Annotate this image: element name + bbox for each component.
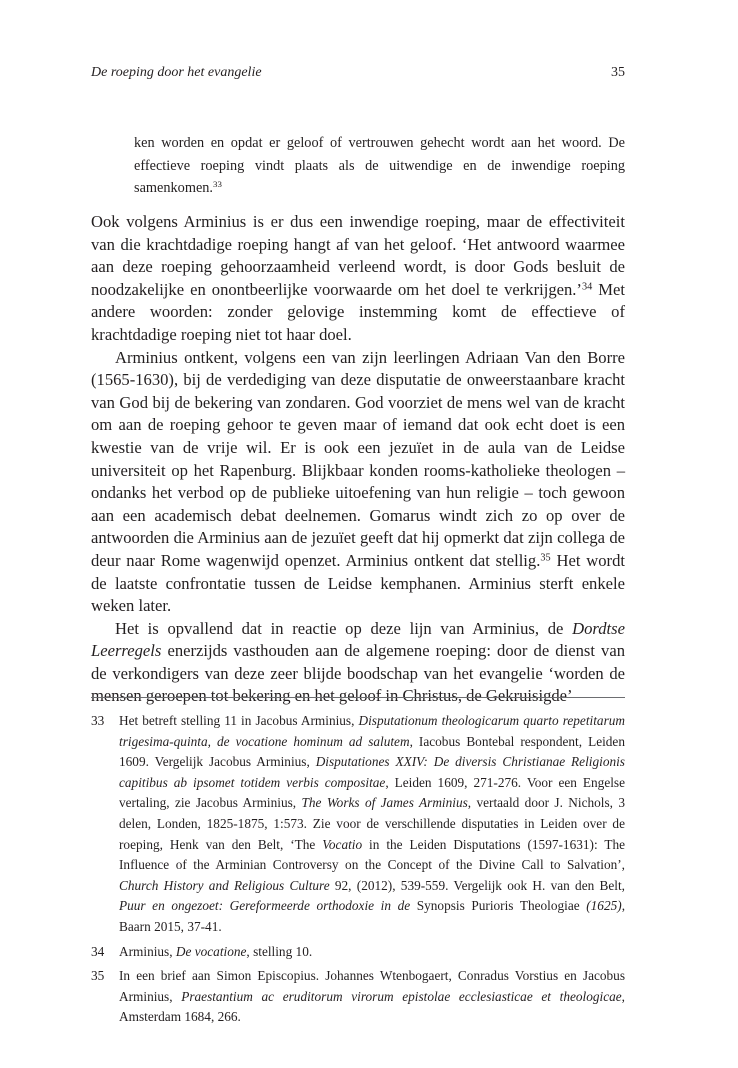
footnote-ref-35[interactable]: 35 [540,552,551,564]
footnote-title: The Works of James Arminius [301,795,468,811]
footnote-35 [91,966,625,1028]
footnote-text: , Amsterdam 1684, 266. [119,988,625,1025]
footnote-text: , vertaald door J. Nichols, 3 delen, Londen, 1825-1875, 1:573. Zie voor de verschillende disputaties in Leiden over de roeping, Henk van den Belt, ‘The [119,795,625,852]
footnote-title: Disputationes XXIV: De diversis Christianae Religionis capitibus ab ipsomet totidem verbis compositae [119,754,625,790]
footnotes [91,711,625,1032]
footnote-34 [91,942,625,963]
footnote-ref-33[interactable]: 33 [213,179,222,190]
footnote-text: Het betreft stelling 11 in Jacobus Arminius, [119,713,359,728]
footnote-title: De vocatione [175,943,247,959]
paragraph-2-text-a: Arminius ontkent, volgens een van zijn leerlingen Adriaan Van den Borre (1565-1630), bij de verdediging van deze disputatie de onweerstaanbare kracht van God bij de bekering van zondaren. God voorziet de mens wel van de kracht om aan de roeping gehoor te geven maar of iemand dat ook echt doet is een kwestie van de vrije wil. Er is ook een jezuïet in de aula van de Leidse universiteit op het Rapenburg. Blijkbaar konden rooms-katholieke theologen – ondanks het verbod op de publieke uitoefening van hun religie – toch gewoon aan een academisch debat deelnemen. Gomarus windt zich zo op over de antwoorden die Arminius aan de jezuïet geeft dat hij opmerkt dat zijn collega de deur naar Rome wagenwijd openzet. Arminius ontkent dat stellig. [91,347,625,570]
footnote-number: 34 [91,943,105,959]
paragraph-1-text-a: Ook volgens Arminius is er dus een inwendige roeping, maar de effectiviteit van die krachtdadige roeping hangt af van het geloof. ‘Het antwoord waarmee aan deze roeping gehoorzaamheid verleend wordt, is door Gods besluit de noodzakelijke en onontbeerlijke voorwaarde om het doel te verkrijgen.’ [91,212,625,299]
footnote-text: , Baarn 2015, 37-41. [119,898,626,934]
paragraph-3-text-b: enerzijds vasthouden aan de algemene roeping: door de dienst van de verkondigers van deze zeer blijde boodschap van het evangelie ‘worden de mensen geroepen tot bekering en het geloof in Christus, de Gekruisigde’ [91,641,625,706]
paragraph-3-title: Dordtse Leerregels [91,618,625,661]
running-head [91,63,625,83]
footnote-title: Church History and Religious Culture [119,877,330,893]
footnote-33 [91,711,625,938]
paragraph-3 [91,618,625,708]
footnote-text: 92, (2012), 539-559. Vergelijk ook H. van den Belt, [329,877,625,893]
footnote-text: Arminius, [119,943,176,959]
page-number: 35 [611,65,625,80]
footnote-text: , Iacobus Bontebal respondent, Leiden 1609. Vergelijk Jacobus Arminius, [119,733,625,770]
main-text [91,211,625,708]
paragraph-2 [91,347,625,618]
paragraph-2-text-b: Het wordt de laatste confrontatie tussen de Leidse kemphanen. Arminius sterft enkele weken later. [91,550,625,616]
footnote-rule [91,697,625,698]
block-quote-text: ken worden en opdat er geloof of vertrouwen gehecht wordt aan het woord. De effectieve roeping vindt plaats als de uitwendige en de inwendige roeping samenkomen. [134,135,625,197]
paragraph-3-text-a: Het is opvallend dat in reactie op deze lijn van Arminius, de [115,618,573,638]
footnote-number: 33 [91,713,105,728]
running-title: De roeping door het evangelie [91,65,262,80]
footnote-text: in the Leiden Disputations (1597-1631): The Influence of the Arminian Controversy on the Concept of the Divine Call to Salvation’, [119,836,625,873]
footnote-title: Puur en ongezoet: Gereformeerde orthodoxie in de [119,898,411,914]
paragraph-1 [91,211,625,347]
footnote-title: Disputationum theologicarum quarto repetitarum trigesima-quinta, de vocatione hominum ad salutem [119,713,625,749]
footnote-text: Synopsis Purioris Theologiae [410,898,587,914]
footnote-title: Vocatio [322,836,363,852]
paragraph-1-text-b: Met andere woorden: zonder gelovige instemming komt de effectieve of krachtdadige roeping niet tot haar doel. [91,279,626,344]
footnote-text: , stelling 10. [246,943,313,959]
footnote-title: Praestantium ac eruditorum virorum epistolae ecclesiasticae et theologicae [181,988,622,1004]
block-quote [134,132,625,200]
footnote-title: (1625) [586,898,622,914]
footnote-number: 35 [91,968,105,984]
footnote-text: , Leiden 1609, 271-276. Voor een Engelse vertaling, zie Jacobus Arminius, [119,774,625,811]
footnote-text: In een brief aan Simon Episcopius. Johannes Wtenbogaert, Conradus Vorstius en Jacobus Arminius, [119,968,625,1004]
footnote-ref-34[interactable]: 34 [581,281,593,293]
